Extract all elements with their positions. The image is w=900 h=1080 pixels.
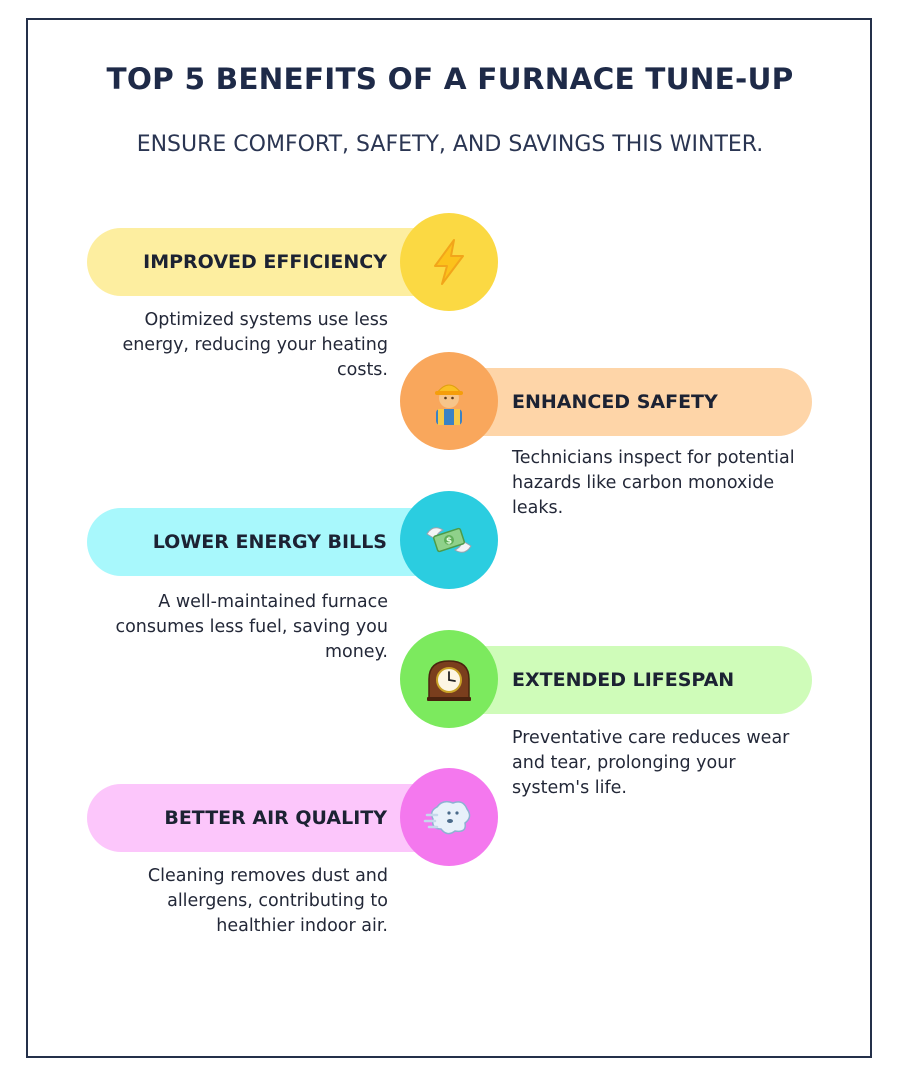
benefit-description: Preventative care reduces wear and tear, prolonging your system's life. — [512, 728, 790, 798]
benefit-pill-lower-energy-bills — [87, 508, 447, 576]
benefit-pill-improved-efficiency — [87, 228, 447, 296]
benefit-label: IMPROVED EFFICIENCY — [143, 251, 387, 273]
construction-worker-icon — [423, 375, 475, 427]
benefit-description: Optimized systems use less energy, reducing your heating costs. — [122, 310, 388, 380]
benefit-pill-better-air-quality — [87, 784, 447, 852]
benefit-icon-circle — [400, 768, 498, 866]
benefit-label: LOWER ENERGY BILLS — [152, 531, 387, 553]
benefit-description: Technicians inspect for potential hazards like carbon monoxide leaks. — [512, 448, 795, 518]
benefit-label: ENHANCED SAFETY — [512, 391, 718, 413]
wind-face-icon — [423, 791, 475, 843]
lightning-icon — [423, 236, 475, 288]
svg-text:$: $ — [445, 536, 453, 547]
page-subtitle: ENSURE COMFORT, SAFETY, AND SAVINGS THIS WINTER. — [136, 132, 764, 157]
benefit-description: Cleaning removes dust and allergens, contributing to healthier indoor air. — [147, 866, 388, 936]
benefit-icon-circle — [400, 352, 498, 450]
page-title: TOP 5 BENEFITS OF A FURNACE TUNE-UP — [106, 62, 794, 96]
benefit-label: EXTENDED LIFESPAN — [512, 669, 735, 691]
benefit-label: BETTER AIR QUALITY — [164, 807, 387, 829]
benefit-icon-circle — [400, 630, 498, 728]
benefit-icon-circle — [400, 213, 498, 311]
money-with-wings-icon — [423, 514, 475, 566]
benefit-icon-circle — [400, 491, 498, 589]
mantelpiece-clock-icon — [423, 653, 475, 705]
benefit-description: A well-maintained furnace consumes less fuel, saving you money. — [115, 592, 388, 662]
